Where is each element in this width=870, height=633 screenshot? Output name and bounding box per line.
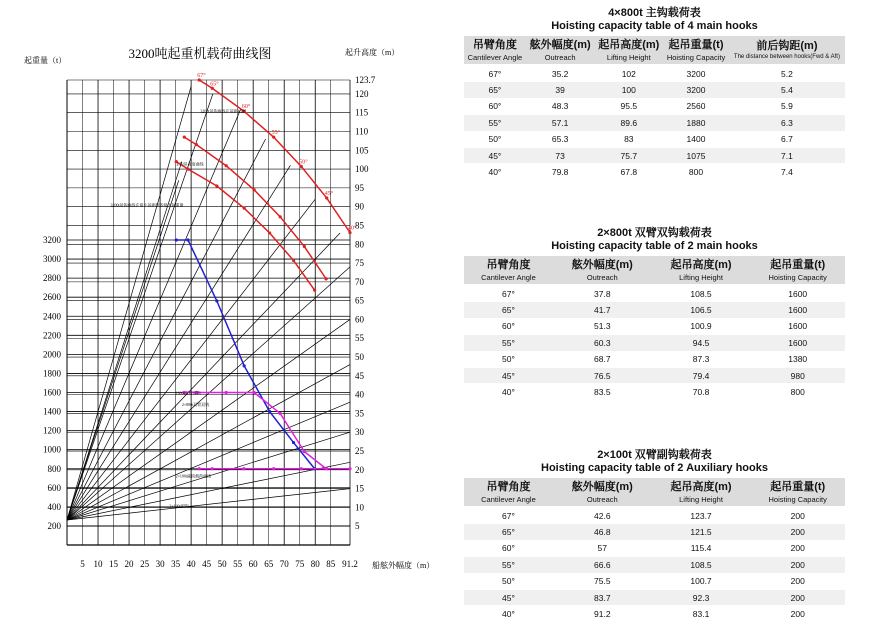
y-left-tick-label: 2000	[43, 349, 61, 360]
table-cell: 37.8	[553, 285, 652, 302]
table-cell: 3200	[663, 65, 729, 82]
y-left-tick-label: 2800	[43, 273, 61, 284]
table-cell: 980	[750, 367, 845, 383]
table-title-en: Hoisting capacity table of 2 Auxiliary hooks	[541, 462, 768, 474]
header-angle: 吊臂角度 Cantilever Angle	[464, 478, 553, 507]
header-capacity: 起吊重量(t) Hoisting Capacity	[750, 256, 845, 285]
table-cell: 45°	[464, 147, 526, 163]
table-cell: 79.8	[526, 164, 595, 180]
table-cell: 5.4	[729, 82, 845, 98]
y-right-tick-label: 35	[355, 408, 364, 419]
boom-angle-line	[67, 165, 290, 520]
y-left-tick-label: 200	[47, 520, 61, 531]
x-tick-label: 80	[310, 559, 320, 569]
y-right-tick-label: 70	[355, 276, 364, 287]
table-cell: 108.5	[652, 557, 751, 573]
table-cell: 65°	[464, 524, 553, 540]
table-cell: 83	[594, 131, 663, 147]
y-right-tick-label: 95	[355, 182, 364, 193]
y-left-tick-label: 3000	[43, 254, 61, 265]
chart-annotation: 2×100t副钩	[169, 503, 189, 509]
chart-annotations	[110, 108, 246, 509]
table-cell: 65°	[464, 82, 526, 98]
y-right-tick-label: 20	[355, 464, 364, 475]
table-cell: 1600	[750, 302, 845, 318]
table-cell: 76.5	[553, 367, 652, 383]
y-left-tick-label: 2400	[43, 311, 61, 322]
table-cell: 46.8	[553, 524, 652, 540]
chart-annotation: 1600t双臂双钩	[175, 390, 201, 396]
table-row	[464, 351, 845, 367]
table-row	[464, 285, 845, 302]
y-right-tick-label: 110	[355, 126, 369, 137]
series-point	[242, 467, 245, 470]
table-cell: 83.1	[652, 606, 751, 622]
header-height: 起吊高度(m) Lifting Height	[652, 256, 751, 285]
header-height: 起吊高度(m) Lifting Height	[594, 36, 663, 65]
series-point	[253, 391, 256, 394]
table-cell: 6.7	[729, 131, 845, 147]
table-cell: 40°	[464, 606, 553, 622]
x-tick-label: 45	[202, 559, 212, 569]
table-cell: 65.3	[526, 131, 595, 147]
table-row	[464, 507, 845, 524]
table-cell: 73	[526, 147, 595, 163]
table-row	[464, 573, 845, 589]
table-cell: 800	[663, 164, 729, 180]
chart-annotation: 3200t吊钩曲线在最小吊距时的最大起重量	[110, 202, 184, 208]
table-cell: 1600	[750, 285, 845, 302]
series-point	[268, 231, 271, 234]
boom-angle-line	[67, 462, 350, 520]
x-tick-label: 50	[217, 559, 227, 569]
table-cell: 200	[750, 540, 845, 556]
series-point	[211, 467, 214, 470]
table-cell: 51.3	[553, 318, 652, 334]
y-right-tick-label: 100	[355, 164, 369, 175]
table-cell: 115.4	[652, 540, 751, 556]
table-cell: 55°	[464, 335, 553, 351]
table-cell: 6.3	[729, 115, 845, 131]
y-right-tick-label: 5	[355, 521, 360, 532]
y-right-tick-label: 55	[355, 333, 364, 344]
y-left-tick-label: 400	[47, 501, 61, 512]
series-point	[186, 167, 189, 170]
table-title-en: Hoisting capacity table of 4 main hooks	[551, 20, 758, 32]
series-point	[279, 412, 282, 415]
table-cell: 123.7	[652, 507, 751, 524]
table-cell: 48.3	[526, 98, 595, 114]
y-right-tick-label: 90	[355, 201, 364, 212]
table-cell: 55°	[464, 557, 553, 573]
table-cell: 35.2	[526, 65, 595, 82]
table-cell: 91.2	[553, 606, 652, 622]
table-row	[464, 318, 845, 334]
y-right-tick-label: 115	[355, 107, 369, 118]
chart-annotation: 主钩吊高度曲线	[175, 161, 204, 167]
table-cell: 1880	[663, 115, 729, 131]
table-cell: 50°	[464, 351, 553, 367]
table-row	[464, 164, 845, 180]
table-cell: 40°	[464, 164, 526, 180]
y-right-tick-label: 50	[355, 352, 364, 363]
table-header-row	[464, 256, 845, 285]
table-cell: 1600	[750, 335, 845, 351]
series-point	[243, 364, 246, 367]
table-cell: 68.7	[553, 351, 652, 367]
table-cell: 65°	[464, 302, 553, 318]
y-right-tick-label: 80	[355, 239, 364, 250]
table-cell: 100.7	[652, 573, 751, 589]
table-cell: 5.2	[729, 65, 845, 82]
y-right-tick-label: 120	[355, 88, 369, 99]
table-cell: 45°	[464, 589, 553, 605]
series-point	[215, 184, 218, 187]
table-cell: 200	[750, 606, 845, 622]
series-point	[325, 467, 328, 470]
x-tick-label: 70	[279, 559, 289, 569]
table-cell: 57	[553, 540, 652, 556]
table-cell: 83.7	[553, 589, 652, 605]
table-row	[464, 302, 845, 318]
table-cell: 200	[750, 524, 845, 540]
header-angle: 吊臂角度 Cantilever Angle	[464, 256, 553, 285]
table-row	[464, 524, 845, 540]
y-right-tick-label: 30	[355, 427, 364, 438]
axis-ticks	[43, 75, 376, 569]
series-point	[325, 277, 328, 280]
series-point	[253, 188, 256, 191]
table-cell: 95.5	[594, 98, 663, 114]
table-cell: 100	[594, 82, 663, 98]
x-tick-label: 85	[326, 559, 336, 569]
table-cell: 1075	[663, 147, 729, 163]
angle-label: 65°	[210, 81, 219, 88]
table-cell: 70.8	[652, 384, 751, 400]
table-row	[464, 131, 845, 147]
y-left-tick-label: 2200	[43, 330, 61, 341]
table-cell: 79.4	[652, 367, 751, 383]
series-point	[225, 391, 228, 394]
header-outreach: 舷外幅度(m) Outreach	[553, 256, 652, 285]
table-cell: 7.1	[729, 147, 845, 163]
table-row	[464, 367, 845, 383]
header-capacity: 起吊重量(t) Hoisting Capacity	[663, 36, 729, 65]
header-height: 起吊高度(m) Lifting Height	[652, 478, 751, 507]
table-cell: 200	[750, 557, 845, 573]
y-right-tick-label: 65	[355, 295, 364, 306]
series-point	[215, 299, 218, 302]
double-hooks-table	[464, 256, 845, 401]
table-row	[464, 82, 845, 98]
x-tick-label: 35	[171, 559, 181, 569]
series-point	[303, 245, 306, 248]
header-hook-distance: 前后钩距(m) The distance between hooks(Fwd & Aft)	[729, 36, 845, 65]
series-point	[186, 238, 189, 241]
table-cell: 1400	[663, 131, 729, 147]
angle-label: 50°	[299, 159, 308, 166]
x-tick-label: 65	[264, 559, 274, 569]
y-left-tick-label: 1400	[43, 406, 61, 417]
table-cell: 2560	[663, 98, 729, 114]
y-right-tick-label: 75	[355, 258, 364, 269]
y-right-tick-label: 123.7	[355, 75, 376, 85]
table-row	[464, 384, 845, 400]
series-point	[175, 238, 178, 241]
table-cell: 106.5	[652, 302, 751, 318]
series-point	[348, 467, 351, 470]
header-outreach: 舷外幅度(m) Outreach	[553, 478, 652, 507]
table-cell: 7.4	[729, 164, 845, 180]
table-row	[464, 589, 845, 605]
table-cell: 60.3	[553, 335, 652, 351]
table-cell: 60°	[464, 540, 553, 556]
table-cell: 108.5	[652, 285, 751, 302]
table-title-cn: 2×800t 双臂双钩载荷表	[597, 227, 712, 239]
table-cell: 92.3	[652, 589, 751, 605]
y-left-tick-label: 1600	[43, 387, 61, 398]
chart-title: 3200吨起重机载荷曲线图	[128, 46, 272, 61]
y-right-tick-label: 25	[355, 446, 364, 457]
y-right-tick-label: 15	[355, 483, 364, 494]
table-cell: 200	[750, 589, 845, 605]
angle-label: 60°	[241, 104, 251, 111]
y-right-tick-label: 10	[355, 502, 364, 513]
boom-angle-line	[67, 139, 266, 520]
y-right-tick-label: 40	[355, 389, 364, 400]
series-point	[183, 136, 186, 139]
x-tick-label: 15	[109, 559, 119, 569]
y-left-tick-label: 3200	[43, 235, 61, 245]
table-cell: 200	[750, 507, 845, 524]
x-tick-label: 55	[233, 559, 243, 569]
table-header-row	[464, 478, 845, 507]
y-left-tick-label: 1000	[43, 444, 61, 455]
series-point	[292, 441, 295, 444]
y-left-tick-label: 2600	[43, 292, 61, 303]
table-header-row	[464, 36, 845, 65]
x-tick-label: 75	[295, 559, 305, 569]
x-tick-label: 91.2	[342, 559, 358, 569]
y-left-tick-label: 1200	[43, 425, 61, 436]
chart-annotation: 2×800t双臂双钩	[181, 401, 210, 407]
boom-angle-line	[67, 267, 350, 520]
header-outreach: 舷外幅度(m) Outreach	[526, 36, 595, 65]
boom-angle-line	[67, 489, 350, 520]
series-point	[272, 467, 275, 470]
x-tick-label: 60	[248, 559, 258, 569]
main-hooks-table	[464, 36, 845, 181]
series-point	[313, 289, 316, 292]
series-point	[279, 215, 282, 218]
y-right-tick-label: 45	[355, 370, 364, 381]
table-title-cn: 4×800t 主钩载荷表	[608, 7, 701, 19]
table-title-cn: 2×100t 双臂副钩载荷表	[597, 449, 712, 461]
table-row	[464, 335, 845, 351]
table-cell: 67°	[464, 507, 553, 524]
table-cell: 89.6	[594, 115, 663, 131]
table-cell: 55°	[464, 115, 526, 131]
table-cell: 75.5	[553, 573, 652, 589]
aux-hooks-table-block	[464, 449, 845, 623]
table-cell: 66.6	[553, 557, 652, 573]
angle-label: 40°	[348, 225, 357, 232]
double-hooks-table-block	[464, 227, 845, 401]
series-point	[225, 164, 228, 167]
table-cell: 50°	[464, 573, 553, 589]
table-cell: 87.3	[652, 351, 751, 367]
table-row	[464, 65, 845, 82]
series-point	[198, 467, 201, 470]
series-point	[268, 410, 271, 413]
x-tick-label: 40	[186, 559, 196, 569]
table-cell: 83.5	[553, 384, 652, 400]
angle-label: 55°	[271, 130, 281, 137]
y-right-tick-label: 85	[355, 220, 364, 231]
header-angle: 吊臂角度 Cantilever Angle	[464, 36, 526, 65]
table-cell: 39	[526, 82, 595, 98]
table-cell: 3200	[663, 82, 729, 98]
table-cell: 102	[594, 65, 663, 82]
aux-hooks-table	[464, 478, 845, 623]
x-tick-label: 25	[140, 559, 150, 569]
table-cell: 75.7	[594, 147, 663, 163]
y-right-axis-label: 起升高度（m）	[345, 48, 400, 57]
table-cell: 50°	[464, 131, 526, 147]
x-axis-label: 船舷外幅度（m）	[372, 561, 435, 570]
table-cell: 1600	[750, 318, 845, 334]
table-cell: 121.5	[652, 524, 751, 540]
table-cell: 40°	[464, 384, 553, 400]
table-row	[464, 606, 845, 622]
x-tick-label: 5	[80, 559, 85, 569]
x-tick-label: 10	[93, 559, 103, 569]
angle-label: 67°	[197, 73, 206, 79]
table-cell: 94.5	[652, 335, 751, 351]
table-title-en: Hoisting capacity table of 2 main hooks	[551, 240, 758, 252]
y-left-tick-label: 1800	[43, 368, 61, 379]
table-cell: 1380	[750, 351, 845, 367]
table-row	[464, 540, 845, 556]
table-cell: 42.6	[553, 507, 652, 524]
chart-annotation: 3200t吊钩曲线在吊距4.3时	[200, 108, 247, 114]
table-cell: 5.9	[729, 98, 845, 114]
series-point	[292, 259, 295, 262]
table-cell: 800	[750, 384, 845, 400]
angle-label: 45°	[324, 191, 334, 198]
main-hooks-table-block	[464, 7, 845, 181]
y-right-tick-label: 105	[355, 145, 369, 156]
table-cell: 67.8	[594, 164, 663, 180]
series-point	[243, 207, 246, 210]
header-capacity: 起吊重量(t) Hoisting Capacity	[750, 478, 845, 507]
series-point	[195, 143, 198, 146]
y-right-tick-label: 60	[355, 314, 364, 325]
table-cell: 67°	[464, 65, 526, 82]
table-cell: 60°	[464, 98, 526, 114]
table-cell: 60°	[464, 318, 553, 334]
table-row	[464, 147, 845, 163]
table-cell: 100.9	[652, 318, 751, 334]
series-point	[303, 450, 306, 453]
x-tick-label: 30	[155, 559, 165, 569]
series-point	[300, 467, 303, 470]
x-tick-label: 20	[124, 559, 134, 569]
table-cell: 67°	[464, 285, 553, 302]
table-row	[464, 98, 845, 114]
y-left-tick-label: 800	[47, 463, 61, 474]
table-row	[464, 115, 845, 131]
table-cell: 57.1	[526, 115, 595, 131]
table-cell: 45°	[464, 367, 553, 383]
table-cell: 200	[750, 573, 845, 589]
table-cell: 41.7	[553, 302, 652, 318]
y-left-tick-label: 600	[47, 482, 61, 493]
table-row	[464, 557, 845, 573]
y-left-axis-label: 起重量（t）	[24, 56, 67, 65]
chart-annotation: 2×100t副钩载荷曲线	[175, 473, 211, 479]
